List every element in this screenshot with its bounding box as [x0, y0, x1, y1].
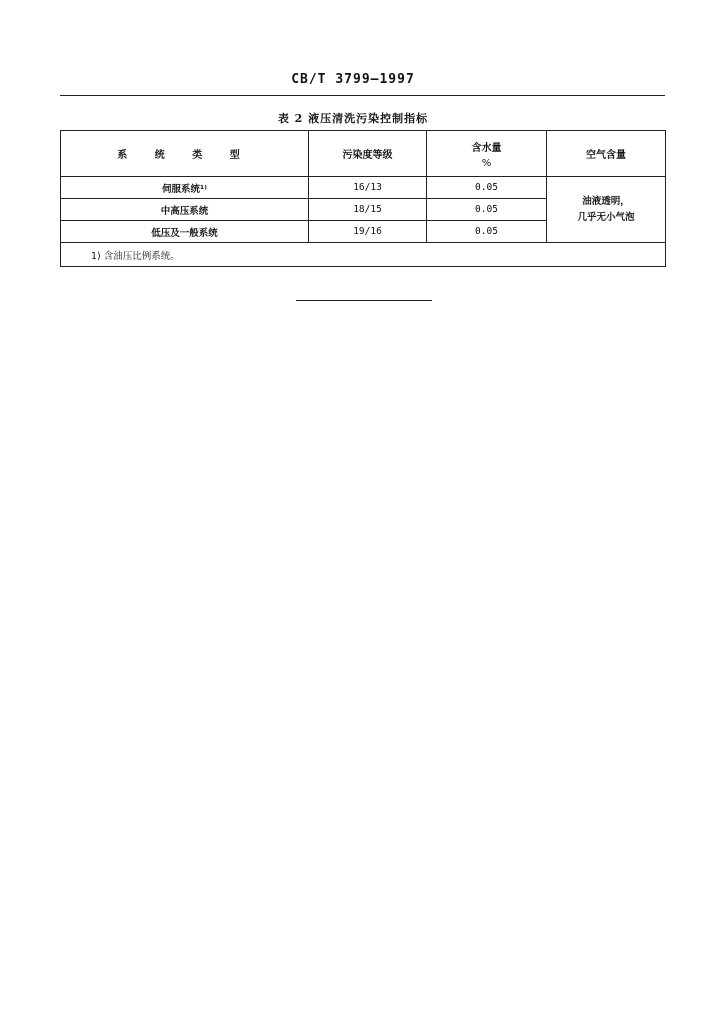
header-system-type: 系 统 类 型	[61, 131, 309, 177]
row-water-content: 0.05	[427, 177, 547, 199]
header-water-content-unit: %	[481, 157, 492, 169]
header-water-content	[427, 131, 547, 177]
header-contamination-grade: 污染度等级	[309, 131, 427, 177]
row-system-type: 伺服系统¹⁾	[61, 177, 309, 199]
header-water-content-label: 含水量	[471, 142, 502, 154]
row-system-type: 低压及一般系统	[61, 221, 309, 243]
table-header-row	[61, 131, 666, 177]
contamination-table-container	[60, 130, 665, 267]
table-row	[61, 177, 666, 199]
header-air-content: 空气含量	[547, 131, 666, 177]
row-contamination-grade: 19/16	[309, 221, 427, 243]
end-of-document-rule	[296, 300, 432, 301]
row-contamination-grade: 16/13	[309, 177, 427, 199]
air-content-value	[547, 177, 666, 243]
air-content-line1: 油液透明，	[582, 195, 630, 207]
table-footnote: 1) 含油压比例系统。	[61, 243, 666, 267]
row-system-type: 中高压系统	[61, 199, 309, 221]
row-water-content: 0.05	[427, 199, 547, 221]
row-contamination-grade: 18/15	[309, 199, 427, 221]
standard-code-header: CB/T 3799—1997	[291, 72, 415, 87]
air-content-line2: 几乎无小气泡	[577, 211, 635, 223]
footnote-row	[61, 243, 666, 267]
contamination-control-table	[60, 130, 666, 267]
table-caption: 表 2 液压清洗污染控制指标	[277, 112, 429, 125]
row-water-content: 0.05	[427, 221, 547, 243]
header-divider	[60, 95, 665, 96]
